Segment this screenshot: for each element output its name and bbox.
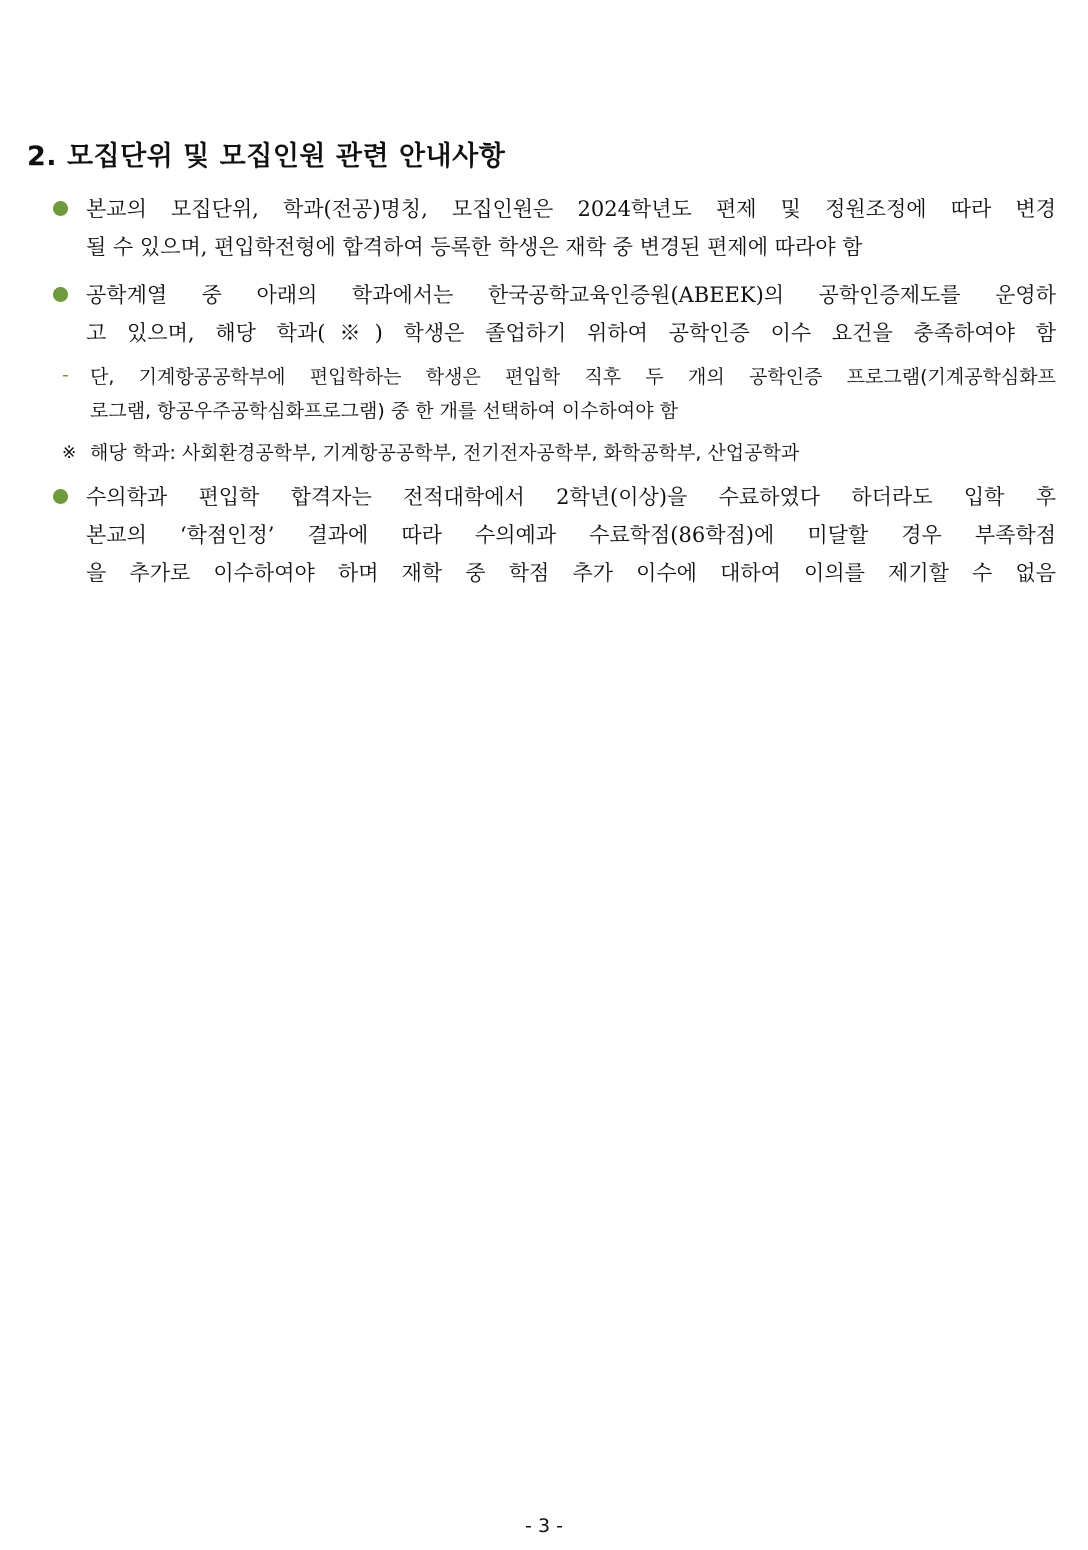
dash-marker: -	[62, 364, 69, 386]
item-text-line: 을 추가로 이수하여야 하며 재학 중 학점 추가 이수에 대하여 이의를 제기할 수 없음	[86, 561, 1056, 585]
note-text: 해당 학과: 사회환경공학부, 기계항공공학부, 전기전자공학부, 화학공학부, 산업공학과	[90, 442, 800, 464]
section-title: 2. 모집단위 및 모집인원 관련 안내사항	[27, 141, 506, 172]
page-number: - 3 -	[525, 1515, 563, 1537]
bullet-icon	[53, 489, 68, 504]
sub-item-text-line: 단, 기계항공공학부에 편입학하는 학생은 편입학 직후 두 개의 공학인증 프로그램(기계공학심화프	[90, 366, 1056, 388]
sub-item-text-line: 로그램, 항공우주공학심화프로그램) 중 한 개를 선택하여 이수하여야 함	[90, 400, 678, 422]
item-text-line: 공학계열 중 아래의 학과에서는 한국공학교육인증원(ABEEK)의 공학인증제도를 운영하	[86, 283, 1056, 307]
item-text-line: 본교의 ‘학점인정’ 결과에 따라 수의예과 수료학점(86학점)에 미달할 경우 부족학점	[86, 523, 1056, 547]
item-text-line: 고 있으며, 해당 학과(※) 학생은 졸업하기 위하여 공학인증 이수 요건을 충족하여야 함	[86, 321, 1056, 345]
bullet-icon	[53, 201, 68, 216]
item-text-line: 수의학과 편입학 합격자는 전적대학에서 2학년(이상)을 수료하였다 하더라도 입학 후	[86, 485, 1056, 509]
item-text-line: 본교의 모집단위, 학과(전공)명칭, 모집인원은 2024학년도 편제 및 정원조정에 따라 변경	[86, 197, 1056, 221]
note-marker: ※	[62, 443, 77, 463]
item-text-line: 될 수 있으며, 편입학전형에 합격하여 등록한 학생은 재학 중 변경된 편제에 따라야 함	[86, 235, 863, 259]
bullet-icon	[53, 287, 68, 302]
